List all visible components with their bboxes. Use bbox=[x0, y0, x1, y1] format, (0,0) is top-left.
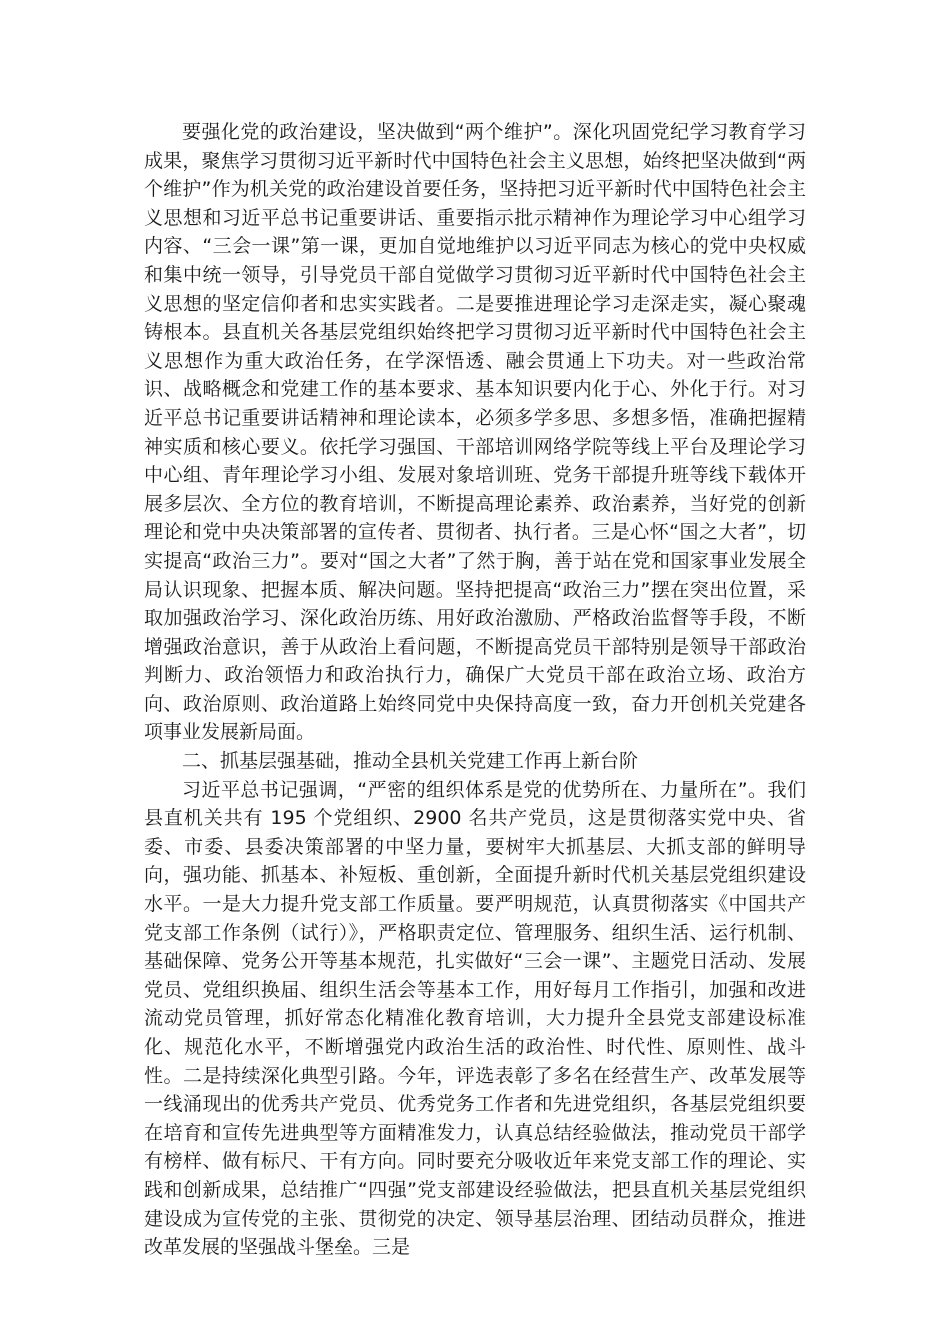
document-body bbox=[144, 118, 806, 1262]
body-paragraph-grassroots: 习近平总书记强调，“严密的组织体系是党的优势所在、力量所在”。我们县直机关共有 195 个党组织、2900 名共产党员，这是贯彻落实党中央、省委、市委、县委决策部署的中坚力量，要树牢大抓基层、大抓支部的鲜明导向，强功能、抓基本、补短板、重创新，全面提升新时代机关基层党组织建设水平。一是大力提升党支部工作质量。要严明规范，认真贯彻落实《中国共产党支部工作条例（试行）》，严格职责定位、管理服务、组织生活、运行机制、基础保障、党务公开等基本规范，扎实做好“三会一课”、主题党日活动、发展党员、党组织换届、组织生活会等基本工作，用好每月工作指引，加强和改进流动党员管理，抓好常态化精准化教育培训，大力提升全县党支部建设标准化、规范化水平，不断增强党内政治生活的政治性、时代性、原则性、战斗性。二是持续深化典型引路。今年，评选表彰了多名在经营生产、改革发展等一线涌现出的优秀共产党员、优秀党务工作者和先进党组织，各基层党组织要在培育和宣传先进典型等方面精准发力，认真总结经验做法，推动党员干部学有榜样、做有标尺、干有方向。同时要充分吸收近年来党支部工作的理论、实践和创新成果，总结推广“四强”党支部建设经验做法，把县直机关基层党组织建设成为宣传党的主张、贯彻党的决定、领导基层治理、团结动员群众，推进改革发展的坚强战斗堡垒。三是 bbox=[144, 778, 806, 1259]
section-heading-two: 二、抓基层强基础，推动全县机关党建工作再上新台阶 bbox=[182, 750, 639, 773]
body-paragraph-political-construction: 要强化党的政治建设，坚决做到“两个维护”。深化巩固党纪学习教育学习成果，聚焦学习贯彻习近平新时代中国特色社会主义思想，始终把坚决做到“两个维护”作为机关党的政治建设首要任务，坚持把习近平新时代中国特色社会主义思想和习近平总书记重要讲话、重要指示批示精神作为理论学习中心组学习内容、“三会一课”第一课，更加自觉地维护以习近平同志为核心的党中央权威和集中统一领导，引导党员干部自觉做学习贯彻习近平新时代中国特色社会主义思想的坚定信仰者和忠实实践者。二是要推进理论学习走深走实，凝心聚魂铸根本。县直机关各基层党组织始终把学习贯彻习近平新时代中国特色社会主义思想作为重大政治任务，在学深悟透、融会贯通上下功夫。对一些政治常识、战略概念和党建工作的基本要求、基本知识要内化于心、外化于行。对习近平总书记重要讲话精神和理论读本，必须多学多思、多想多悟，准确把握精神实质和核心要义。依托学习强国、干部培训网络学院等线上平台及理论学习中心组、青年理论学习小组、发展对象培训班、党务干部提升班等线下载体开展多层次、全方位的教育培训，不断提高理论素养、政治素养，当好党的创新理论和党中央决策部署的宣传者、贯彻者、执行者。三是心怀“国之大者”，切实提高“政治三力”。要对“国之大者”了然于胸，善于站在党和国家事业发展全局认识现象、把握本质、解决问题。坚持把提高“政治三力”摆在突出位置，采取加强政治学习、深化政治历练、用好政治激励、严格政治监督等手段，不断增强政治意识，善于从政治上看问题，不断提高党员干部特别是领导干部政治判断力、政治领悟力和政治执行力，确保广大党员干部在政治立场、政治方向、政治原则、政治道路上始终同党中央保持高度一致，奋力开创机关党建各项事业发展新局面。 bbox=[144, 121, 806, 744]
